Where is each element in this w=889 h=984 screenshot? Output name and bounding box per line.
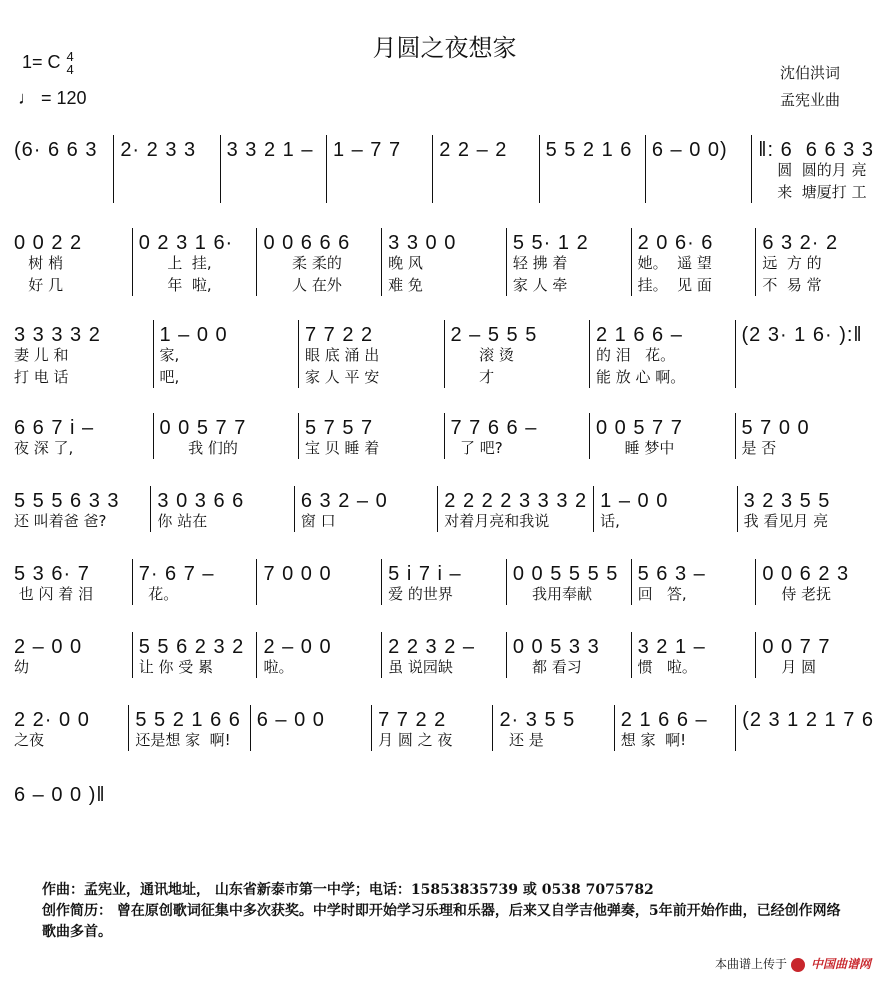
measure-notes: 0 0 2 2 xyxy=(14,232,83,254)
measure-notes: 5 5 6 2 3 2 xyxy=(138,636,245,658)
upload-text: 本曲谱上传于 xyxy=(714,957,787,971)
measure xyxy=(756,632,880,678)
measure xyxy=(8,135,114,203)
measure-notes: 2 1 6 6 – xyxy=(596,324,683,346)
measure-notes: 7· 6 7 – xyxy=(138,563,215,585)
key-label: 1= C xyxy=(22,51,61,72)
measure xyxy=(295,486,438,532)
measure-notes: 7 7 2 2 xyxy=(378,709,447,731)
lyric-verse2: 来 塘厦打 工 xyxy=(758,183,867,201)
measure xyxy=(756,559,880,605)
measure-notes: 0 0 5 5 5 5 xyxy=(512,563,619,585)
lyric-verse1: 也 闪 着 泪 xyxy=(14,585,94,603)
measure xyxy=(133,559,258,605)
lyric-verse1: 上 挂, xyxy=(138,254,212,272)
lyric-verse1: 我用奉献 xyxy=(512,585,592,603)
measure xyxy=(646,135,752,203)
lyric-verse1: 我 看见月 亮 xyxy=(743,512,829,530)
measure xyxy=(382,228,507,296)
lyric-verse1: 之夜 xyxy=(14,731,45,749)
measure xyxy=(372,705,493,751)
lyric-verse1: 花。 xyxy=(138,585,179,603)
lyric-verse1: 是 否 xyxy=(741,439,777,457)
measure-notes: 2 2 – 2 xyxy=(439,139,508,161)
measure xyxy=(615,705,736,751)
lyric-verse1: 啦。 xyxy=(263,658,294,676)
measure xyxy=(382,559,507,605)
lyric-verse1: 爱 的世界 xyxy=(388,585,453,603)
staff-line xyxy=(8,320,880,388)
lyric-verse1: 我 们的 xyxy=(159,439,238,457)
measure-notes: 3 2 1 – xyxy=(637,636,706,658)
measure xyxy=(752,135,880,203)
measure xyxy=(632,632,757,678)
measure-notes: 5 7 5 7 xyxy=(305,417,374,439)
measure-notes: 2 – 5 5 5 xyxy=(450,324,538,346)
measure-notes: 2 1 6 6 – xyxy=(620,709,708,731)
composer: 孟宪业曲 xyxy=(780,91,841,109)
lyric-verse1: 柔 柔的 xyxy=(263,254,342,272)
site-logo-icon xyxy=(791,958,805,972)
lyric-verse1: 了 吧? xyxy=(450,439,503,457)
measure xyxy=(327,135,433,203)
measure xyxy=(8,559,133,605)
measure xyxy=(133,632,258,678)
measure-notes: 7 7 6 6 – xyxy=(450,417,538,439)
lyric-verse2: 人 在外 xyxy=(263,276,342,294)
measure xyxy=(8,780,128,810)
measure-notes: 5 5 2 1 6 6 xyxy=(135,709,241,731)
measure-notes: 0 0 6 6 6 xyxy=(263,232,351,254)
lyric-verse1: 圆 圆的月 亮 xyxy=(758,161,867,179)
measure xyxy=(445,413,591,459)
measure xyxy=(507,632,632,678)
staff-line xyxy=(8,413,880,459)
lyric-verse2: 不 易 常 xyxy=(762,276,822,294)
lyric-verse1: 还 是 xyxy=(499,731,544,749)
lyric-verse1: 妻 儿 和 xyxy=(14,346,69,364)
lyric-verse1: 让 你 受 累 xyxy=(138,658,214,676)
measure xyxy=(590,413,736,459)
measure xyxy=(433,135,539,203)
measure-notes: 5 5· 1 2 xyxy=(512,232,589,254)
measure-notes: 3 0 3 6 6 xyxy=(157,490,245,512)
measure-notes: 5 5 2 1 6 xyxy=(545,139,633,161)
lyric-verse1: 的 泪 花。 xyxy=(596,346,676,364)
measure-notes: 5 i 7 i – xyxy=(388,563,462,585)
measure xyxy=(257,228,382,296)
lyric-verse2: 家 人 牵 xyxy=(512,276,568,294)
measure-notes: (2 3· 1 6· ):‖ xyxy=(741,324,863,346)
lyric-verse1: 滚 烫 xyxy=(450,346,514,364)
credits xyxy=(780,60,840,114)
measure-notes: 6 – 0 0 xyxy=(256,709,325,731)
measure xyxy=(8,705,129,751)
lyric-verse1: 还 叫着爸 爸? xyxy=(14,512,107,530)
staff-line xyxy=(8,705,880,751)
staff-line xyxy=(8,228,880,296)
measure-notes: 6 6 7 i – xyxy=(14,417,95,439)
measure xyxy=(8,413,154,459)
measure-notes: 5 3 6· 7 xyxy=(14,563,90,585)
measure-notes: (2 3 1 2 1 7 6 xyxy=(742,709,875,731)
measure-notes: 2 0 6· 6 xyxy=(637,232,714,254)
measure-notes: 7 0 0 0 xyxy=(263,563,332,585)
lyric-verse1: 家, xyxy=(159,346,180,364)
measure-notes: 5 5 5 6 3 3 xyxy=(14,490,120,512)
staff-line xyxy=(8,486,880,532)
measure xyxy=(493,705,614,751)
lyric-verse1: 睡 梦中 xyxy=(596,439,675,457)
measure xyxy=(8,320,154,388)
lyric-verse1: 侍 老抚 xyxy=(762,585,832,603)
measure-notes: 2 2· 0 0 xyxy=(14,709,90,731)
staff-line xyxy=(8,780,128,810)
site-brand[interactable]: 中国曲谱网 xyxy=(810,957,871,971)
measure xyxy=(221,135,327,203)
measure xyxy=(133,228,258,296)
lyric-verse1: 都 看习 xyxy=(512,658,582,676)
measure xyxy=(507,559,632,605)
measure-notes: 0 0 7 7 xyxy=(762,636,831,658)
measure-notes: 2· 3 5 5 xyxy=(499,709,576,731)
lyric-verse1: 树 梢 xyxy=(14,254,64,272)
measure-notes: 0 0 5 3 3 xyxy=(512,636,600,658)
measure-notes: 1 – 0 0 xyxy=(159,324,228,346)
measure xyxy=(738,486,880,532)
measure-notes: 7 7 2 2 xyxy=(305,324,374,346)
measure-notes: 3 3 2 1 – xyxy=(226,139,314,161)
measure xyxy=(129,705,250,751)
measure-notes: 2 2 2 2 3 3 3 2 xyxy=(444,490,588,512)
measure xyxy=(382,632,507,678)
time-bottom: 4 xyxy=(66,62,74,77)
upload-note xyxy=(715,955,871,972)
measure-notes: 6 – 0 0) xyxy=(651,139,728,161)
key-signature xyxy=(22,50,74,76)
measure-notes: 6 3 2 – 0 xyxy=(300,490,388,512)
song-title: 月圆之夜想家 xyxy=(372,34,517,62)
lyric-verse1: 她。 遥 望 xyxy=(637,254,712,272)
tempo-marking: ♩ = 120 xyxy=(18,88,87,108)
lyric-verse2: 家 人 平 安 xyxy=(305,368,380,386)
measure xyxy=(154,320,300,388)
measure xyxy=(736,320,881,388)
lyric-verse1: 虽 说园缺 xyxy=(388,658,453,676)
measure-notes: 5 6 3 – xyxy=(637,563,706,585)
staff-line xyxy=(8,135,880,203)
time-top: 4 xyxy=(66,49,74,64)
time-signature xyxy=(67,50,74,76)
measure xyxy=(590,320,736,388)
staff-line xyxy=(8,559,880,605)
lyric-verse1: 月 圆 xyxy=(762,658,817,676)
measure xyxy=(299,413,445,459)
lyric-verse2: 能 放 心 啊。 xyxy=(596,368,686,386)
measure xyxy=(632,559,757,605)
measure-notes: 0 0 5 7 7 xyxy=(159,417,247,439)
lyric-verse1: 对着月亮和我说 xyxy=(444,512,550,530)
measure-notes: 2· 2 3 3 xyxy=(120,139,197,161)
measure-notes: 3 3 0 0 xyxy=(388,232,457,254)
lyric-verse1: 夜 深 了, xyxy=(14,439,74,457)
lyric-verse1: 回 答, xyxy=(637,585,687,603)
lyric-verse1: 窗 口 xyxy=(300,512,336,530)
measure xyxy=(736,705,880,751)
measure-notes: 0 0 6 2 3 xyxy=(762,563,850,585)
measure xyxy=(8,632,133,678)
measure xyxy=(756,228,880,296)
lyric-verse1: 你 站在 xyxy=(157,512,208,530)
measure-notes: 3 3 3 3 2 xyxy=(14,324,101,346)
lyricist: 沈伯洪词 xyxy=(780,64,841,82)
measure xyxy=(8,486,151,532)
measure-notes: 3 2 3 5 5 xyxy=(743,490,831,512)
measure-notes: 1 – 7 7 xyxy=(332,139,402,161)
measure-notes: 2 – 0 0 xyxy=(14,636,83,658)
measure-notes: ‖: 6 6 6 3 3 xyxy=(758,139,874,161)
lyric-verse2: 吧, xyxy=(159,368,180,386)
staff-line xyxy=(8,632,880,678)
measure-notes: 2 – 0 0 xyxy=(263,636,332,658)
measure-notes: 2 2 3 2 – xyxy=(388,636,475,658)
measure-notes: (6· 6 6 3 xyxy=(14,139,98,161)
measure-notes: 5 7 0 0 xyxy=(741,417,810,439)
lyric-verse1: 还是想 家 啊! xyxy=(135,731,231,749)
measure-notes: 6 – 0 0 )‖ xyxy=(14,784,106,806)
contact-line: 作曲：孟宪业，通讯地址， 山东省新泰市第一中学；电话：15853835739 或 0538 7075782 xyxy=(42,882,654,898)
lyric-verse2: 挂。 见 面 xyxy=(637,276,712,294)
measure xyxy=(8,228,133,296)
lyric-verse2: 打 电 话 xyxy=(14,368,69,386)
measure xyxy=(540,135,646,203)
measure xyxy=(438,486,594,532)
measure xyxy=(114,135,220,203)
measure xyxy=(594,486,737,532)
measure xyxy=(445,320,591,388)
lyric-verse2: 年 啦, xyxy=(138,276,212,294)
measure xyxy=(299,320,445,388)
lyric-verse1: 晚 风 xyxy=(388,254,423,272)
lyric-verse2: 好 几 xyxy=(14,276,64,294)
measure xyxy=(151,486,294,532)
lyric-verse2: 才 xyxy=(450,368,495,386)
measure xyxy=(257,559,382,605)
lyric-verse1: 远 方 的 xyxy=(762,254,822,272)
measure xyxy=(736,413,881,459)
lyric-verse1: 幼 xyxy=(14,658,30,676)
bio-line: 创作简历： 曾在原创歌词征集中多次获奖。中学时即开始学习乐理和乐器，后来又自学吉他弹奏，5年前开始作曲，已经创作网络歌曲多首。 xyxy=(42,903,841,940)
lyric-verse1: 月 圆 之 夜 xyxy=(378,731,453,749)
lyric-verse1: 轻 拂 着 xyxy=(512,254,568,272)
measure xyxy=(507,228,632,296)
lyric-verse2: 难 免 xyxy=(388,276,423,294)
measure-notes: 1 – 0 0 xyxy=(600,490,669,512)
lyric-verse1: 眼 底 涌 出 xyxy=(305,346,380,364)
lyric-verse1: 话, xyxy=(600,512,620,530)
lyric-verse1: 想 家 啊! xyxy=(620,731,687,749)
measure xyxy=(251,705,372,751)
lyric-verse1: 宝 贝 睡 着 xyxy=(305,439,380,457)
lyric-verse1: 惯 啦。 xyxy=(637,658,697,676)
measure-notes: 0 0 5 7 7 xyxy=(596,417,683,439)
measure-notes: 6 3 2· 2 xyxy=(762,232,839,254)
composer-info xyxy=(42,880,842,943)
measure-notes: 0 2 3 1 6· xyxy=(138,232,234,254)
measure xyxy=(632,228,757,296)
measure xyxy=(154,413,300,459)
measure xyxy=(257,632,382,678)
